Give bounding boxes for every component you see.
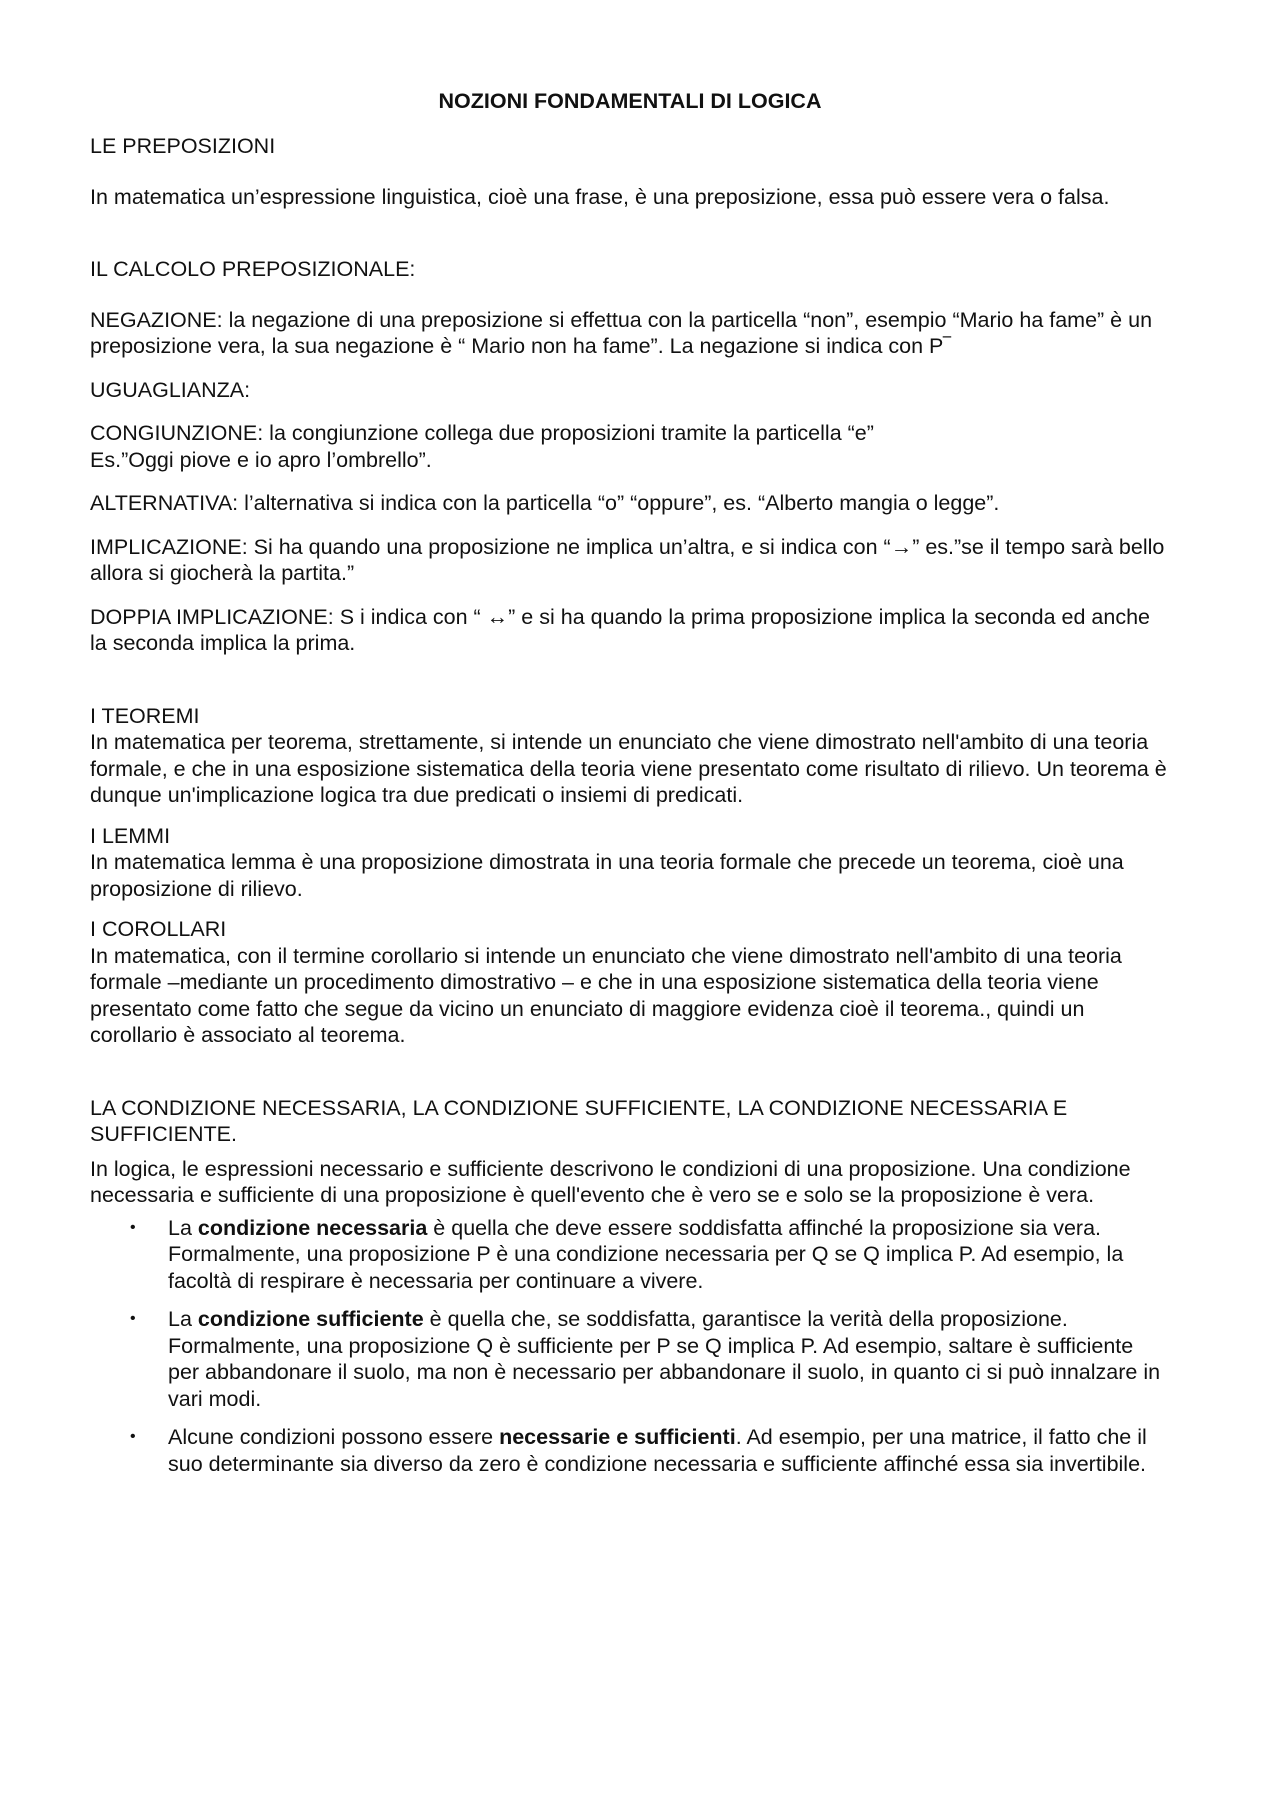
section-heading-teoremi: I TEOREMI	[90, 703, 200, 728]
congiunzione-line-1: CONGIUNZIONE: la congiunzione collega due proposizioni tramite la particella “e”	[90, 421, 874, 445]
paragraph-preposizioni: In matematica un’espressione linguistica, cioè una frase, è una preposizione, essa può essere vera o falsa.	[90, 184, 1110, 209]
bullet-text-after: è quella che deve essere soddisfatta affinché la proposizione sia vera. Formalmente, una proposizione P è una condizione necessaria per Q se Q implica P. Ad esempio, la facoltà di respirare è necessaria per continuare a vivere.	[168, 1215, 1124, 1293]
bullet-text-bold: condizione sufficiente	[197, 1307, 424, 1331]
bullet-text-bold: necessarie e sufficienti	[499, 1425, 736, 1449]
paragraph-lemmi: In matematica lemma è una proposizione dimostrata in una teoria formale che precede un teorema, cioè una proposizione di rilievo.	[90, 850, 1124, 901]
paragraph-negazione: NEGAZIONE: la negazione di una preposizione si effettua con la particella “non”, esempio “Mario ha fame” è un preposizione vera, la sua negazione è “ Mario non ha fame”. La negazione si indica con P‾	[90, 307, 1153, 358]
document-title: NOZIONI FONDAMENTALI DI LOGICA	[438, 89, 822, 113]
paragraph-uguaglianza: UGUAGLIANZA:	[90, 377, 251, 402]
paragraph-condizioni: In logica, le espressioni necessario e sufficiente descrivono le condizioni di una proposizione. Una condizione necessaria e sufficiente di una proposizione è quell'evento che è vero se e solo se la proposizione è vera.	[90, 1156, 1131, 1207]
list-item	[90, 1424, 1170, 1477]
section-heading-lemmi: I LEMMI	[90, 823, 171, 848]
paragraph-congiunzione	[90, 420, 1170, 473]
document-content	[90, 88, 1170, 1489]
bullet-text-before: La	[168, 1215, 198, 1240]
section-heading-preposizioni: LE PREPOSIZIONI	[90, 134, 276, 158]
bullet-text-after: è quella che, se soddisfatta, garantisce la verità della proposizione. Formalmente, una proposizione Q è sufficiente per P se Q implica P. Ad esempio, saltare è sufficiente per abbandonare il suolo, ma non è necessario per abbandonare il suolo, in quanto ci si può innalzare in vari modi.	[168, 1307, 1161, 1411]
bullet-text-bold: condizione necessaria	[197, 1215, 428, 1240]
paragraph-teoremi: In matematica per teorema, strettamente, si intende un enunciato che viene dimostrato nell'ambito di una teoria formale, e che in una esposizione sistematica della teoria viene presentato come risultato di rilievo. Un teorema è dunque un'implicazione logica tra due predicati o insiemi di predicati.	[90, 730, 1167, 807]
paragraph-doppia-implicazione: DOPPIA IMPLICAZIONE: S i indica con “ ↔” e si ha quando la prima proposizione implica la seconda ed anche la seconda implica la prima.	[90, 604, 1150, 655]
section-heading-calcolo: IL CALCOLO PREPOSIZIONALE:	[90, 257, 416, 281]
congiunzione-line-2: Es.”Oggi piove e io apro l’ombrello”.	[90, 447, 432, 472]
paragraph-alternativa: ALTERNATIVA: l’alternativa si indica con la particella “o” “oppure”, es. “Alberto mangia o legge”.	[90, 491, 1000, 515]
condizioni-bullet-list	[90, 1215, 1170, 1478]
bullet-icon: •	[130, 1428, 136, 1445]
bullet-text-after: . Ad esempio, per una matrice, il fatto che il suo determinante sia diverso da zero è condizione necessaria e sufficiente affinché essa sia invertibile.	[168, 1425, 1147, 1476]
paragraph-implicazione: IMPLICAZIONE: Si ha quando una proposizione ne implica un’altra, e si indica con “→” es.”se il tempo sarà bello allora si giocherà la partita.”	[90, 534, 1165, 585]
paragraph-corollari: In matematica, con il termine corollario si intende un enunciato che viene dimostrato nell'ambito di una teoria formale –mediante un procedimento dimostrativo – e che in una esposizione sistematica della teoria viene presentato come fatto che segue da vicino un enunciato di maggiore evidenza cioè il teorema., quindi un corollario è associato al teorema.	[90, 943, 1122, 1047]
bullet-icon: •	[130, 1218, 136, 1236]
section-heading-condizioni: LA CONDIZIONE NECESSARIA, LA CONDIZIONE SUFFICIENTE, LA CONDIZIONE NECESSARIA E SUFFICIENTE.	[90, 1095, 1068, 1146]
list-item	[90, 1306, 1170, 1412]
bullet-icon: •	[130, 1310, 136, 1327]
bullet-text-before: La	[168, 1307, 198, 1331]
list-item	[90, 1215, 1170, 1295]
section-heading-corollari: I COROLLARI	[90, 917, 227, 941]
bullet-text-before: Alcune condizioni possono essere	[168, 1425, 500, 1449]
